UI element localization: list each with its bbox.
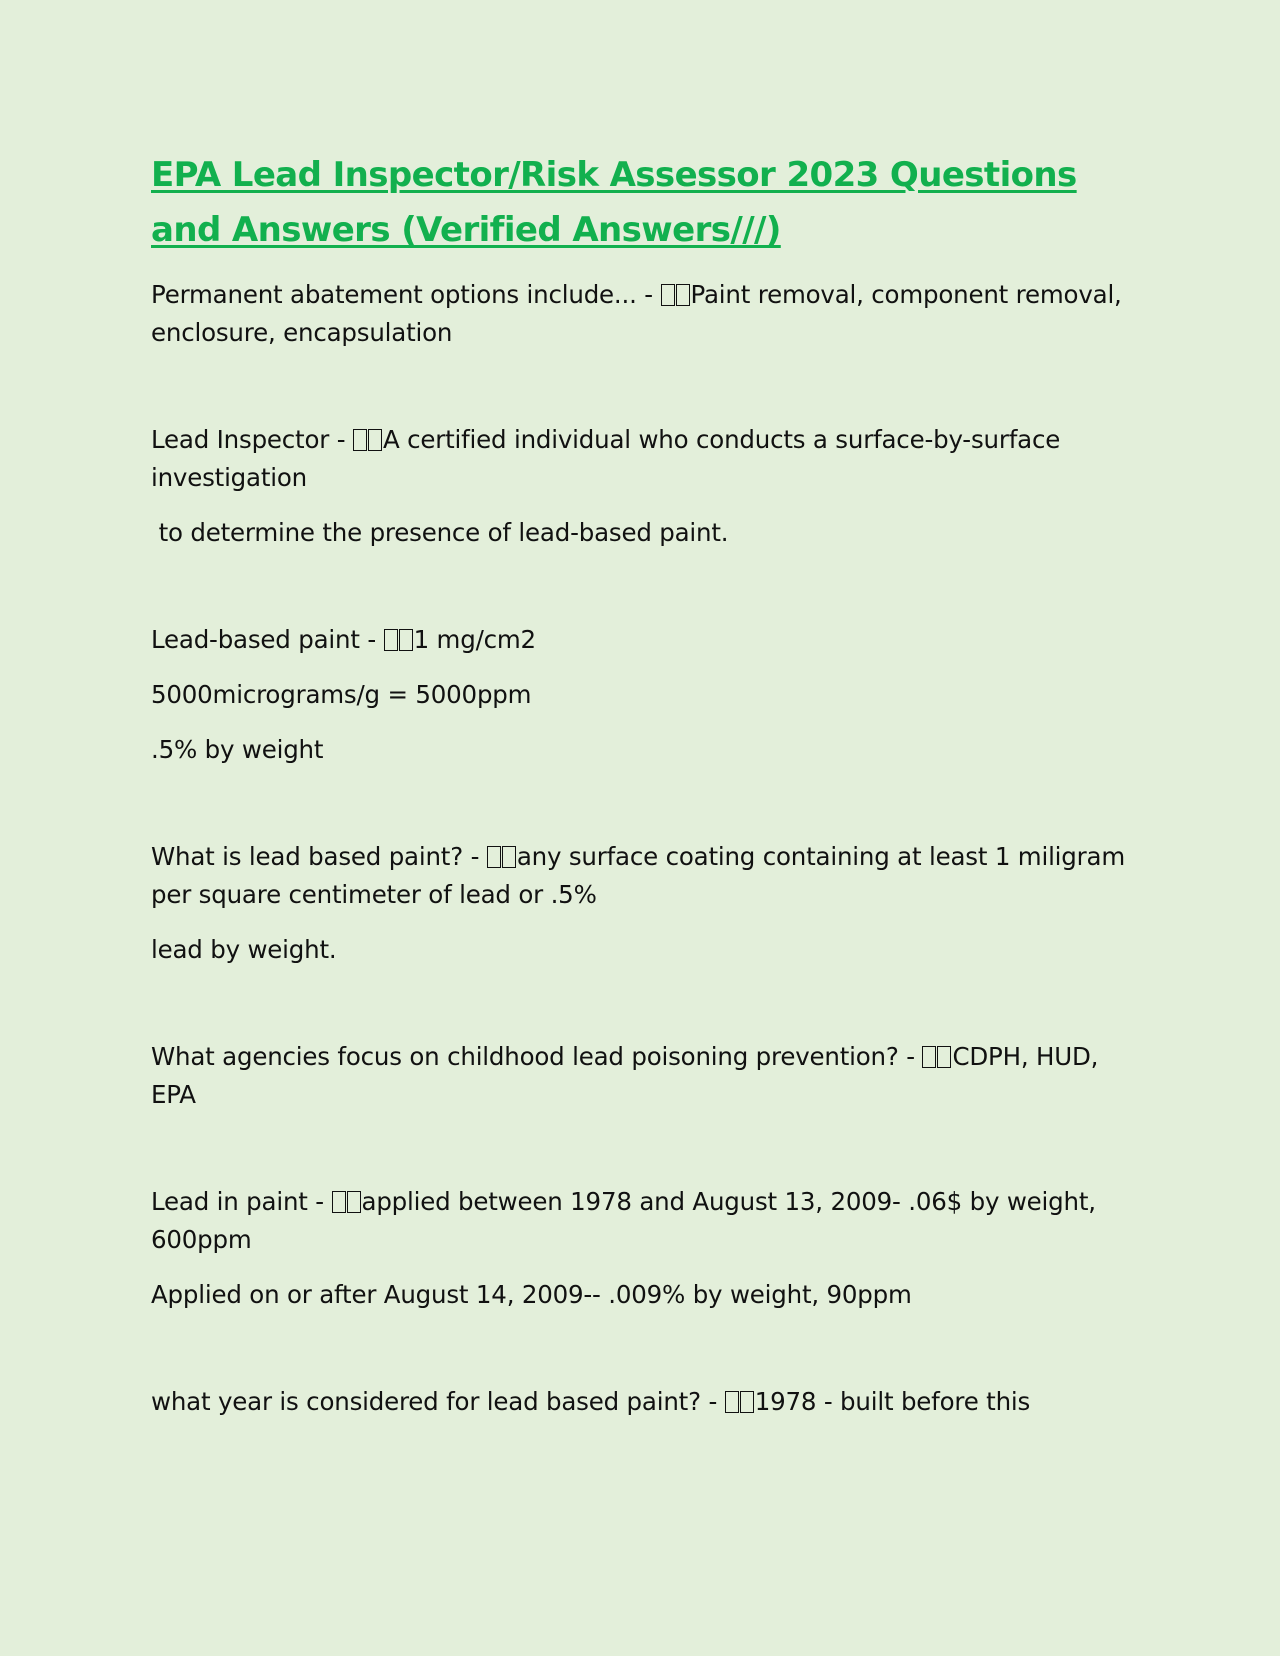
question-text: What agencies focus on childhood lead poisoning prevention? - <box>151 1042 923 1071</box>
missing-glyph-icon <box>487 846 501 868</box>
missing-glyph-icon <box>353 429 367 451</box>
answer-text: 1 mg/cm2 <box>413 625 536 654</box>
answer-text: 1978 - built before this <box>754 1387 1031 1416</box>
answer-text: applied between 1978 and August 13, 2009- .06$ by weight, 600ppm <box>151 1187 1096 1254</box>
missing-glyph-icon <box>676 284 690 306</box>
qa-first-line <box>151 838 1131 914</box>
question-text: What is lead based paint? - <box>151 842 487 871</box>
answer-line: 5000micrograms/g = 5000ppm <box>151 680 532 709</box>
qa-first-line <box>151 276 1131 352</box>
missing-glyph-icon <box>661 284 675 306</box>
missing-glyph-icon <box>725 1391 739 1413</box>
missing-glyph-icon <box>740 1391 754 1413</box>
qa-first-line <box>151 1183 1131 1259</box>
qa-first-line <box>151 421 1131 497</box>
missing-glyph-icon <box>384 629 398 651</box>
answer-line: Applied on or after August 14, 2009-- .009% by weight, 90ppm <box>151 1280 912 1309</box>
qa-first-line <box>151 1383 1131 1421</box>
question-text: what year is considered for lead based paint? - <box>151 1387 725 1416</box>
missing-glyph-icon <box>332 1191 346 1213</box>
missing-glyph-icon <box>937 1046 951 1068</box>
answer-text: CDPH, HUD, EPA <box>151 1042 1099 1109</box>
qa-entry <box>151 1038 1131 1114</box>
qa-entry <box>151 621 1131 769</box>
document-content <box>151 148 1131 1438</box>
answer-line: to determine the presence of lead-based paint. <box>151 518 729 547</box>
qa-entry <box>151 421 1131 552</box>
question-text: Lead in paint - <box>151 1187 332 1216</box>
missing-glyph-icon <box>368 429 382 451</box>
answer-text: Paint removal, component removal, enclosure, encapsulation <box>151 280 1122 347</box>
question-text: Lead Inspector - <box>151 425 353 454</box>
qa-entry <box>151 1183 1131 1314</box>
answer-text: any surface coating containing at least 1 miligram per square centimeter of lead or .5% <box>151 842 1125 909</box>
qa-entry <box>151 1383 1131 1421</box>
qa-entry <box>151 276 1131 352</box>
qa-first-line <box>151 621 1131 659</box>
question-text: Permanent abatement options include... - <box>151 280 661 309</box>
answer-line: .5% by weight <box>151 735 324 764</box>
qa-entry <box>151 838 1131 969</box>
document-title: EPA Lead Inspector/Risk Assessor 2023 Questions and Answers (Verified Answers///) <box>151 155 1077 250</box>
missing-glyph-icon <box>399 629 413 651</box>
missing-glyph-icon <box>347 1191 361 1213</box>
qa-first-line <box>151 1038 1131 1114</box>
answer-text: A certified individual who conducts a surface-by-surface investigation <box>151 425 1061 492</box>
missing-glyph-icon <box>502 846 516 868</box>
answer-line: lead by weight. <box>151 935 337 964</box>
missing-glyph-icon <box>922 1046 936 1068</box>
question-text: Lead-based paint - <box>151 625 384 654</box>
